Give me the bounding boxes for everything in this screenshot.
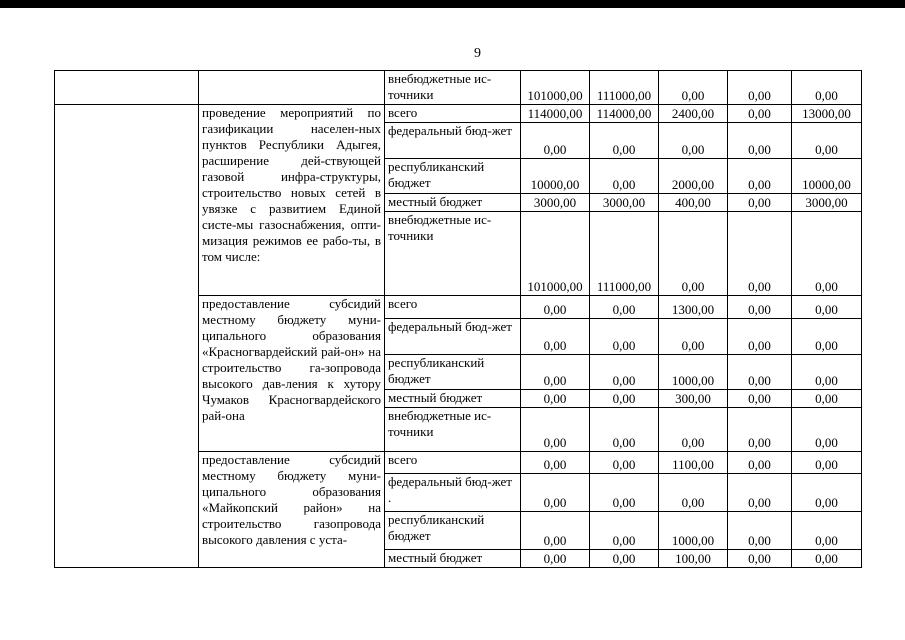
value-cell: 2400,00 [659,105,728,123]
value-cell: 0,00 [728,319,792,355]
value-cell: 0,00 [728,296,792,319]
funding-source-cell: внебюджетные ис-точники [385,408,521,452]
value-cell: 0,00 [521,123,590,159]
value-cell: 0,00 [521,474,590,512]
value-cell: 1300,00 [659,296,728,319]
value-cell: 0,00 [792,390,862,408]
funding-source-cell: всего [385,452,521,474]
page-number: 9 [474,46,481,61]
value-cell: 3000,00 [521,194,590,212]
value-cell: 114000,00 [590,105,659,123]
value-cell: 0,00 [728,71,792,105]
value-cell: 111000,00 [590,212,659,296]
measure-description: предоставление субсидий местному бюджету муни-ципального образования «Майкопский район» на строительство газопровода высокого давления с уста- [199,452,385,568]
value-cell: 0,00 [728,105,792,123]
value-cell: 100,00 [659,550,728,568]
value-cell: 0,00 [590,123,659,159]
value-cell: 0,00 [792,296,862,319]
measure-description: предоставление субсидий местному бюджету муни-ципального образования «Красногвардейский рай-он» на строительство га-зопровода высокого дав-ления к хутору Чумаков Красногвардейского рай-она [199,296,385,452]
value-cell: 0,00 [521,550,590,568]
value-cell: 0,00 [728,355,792,390]
value-cell: 1000,00 [659,355,728,390]
empty-cell [199,71,385,105]
value-cell: 101000,00 [521,71,590,105]
funding-source-cell: местный бюджет [385,550,521,568]
value-cell: 0,00 [659,71,728,105]
value-cell: 0,00 [728,550,792,568]
value-cell: 0,00 [728,123,792,159]
value-cell: 0,00 [792,474,862,512]
value-cell: 0,00 [590,355,659,390]
value-cell: 3000,00 [792,194,862,212]
value-cell: 0,00 [792,512,862,550]
funding-source-cell: местный бюджет [385,194,521,212]
value-cell: 0,00 [728,194,792,212]
value-cell: 0,00 [792,123,862,159]
value-cell: 0,00 [728,512,792,550]
value-cell: 0,00 [590,296,659,319]
funding-source-cell: федеральный бюд-жет . [385,474,521,512]
value-cell: 300,00 [659,390,728,408]
value-cell: 13000,00 [792,105,862,123]
value-cell: 0,00 [590,452,659,474]
value-cell: 0,00 [590,408,659,452]
funding-source-cell: республиканский бюджет [385,355,521,390]
empty-cell [55,105,199,568]
funding-source-cell: всего [385,105,521,123]
value-cell: 2000,00 [659,159,728,194]
value-cell: 0,00 [792,355,862,390]
value-cell: 0,00 [590,390,659,408]
value-cell: 400,00 [659,194,728,212]
value-cell: 0,00 [521,319,590,355]
table-row [55,105,862,123]
value-cell: 0,00 [659,123,728,159]
value-cell: 0,00 [728,408,792,452]
funding-source-cell: всего [385,296,521,319]
table-row [55,71,862,105]
value-cell: 1100,00 [659,452,728,474]
top-border-bar [0,0,905,8]
funding-source-cell: внебюджетные ис-точники [385,71,521,105]
value-cell: 0,00 [792,550,862,568]
value-cell: 10000,00 [792,159,862,194]
value-cell: 0,00 [590,550,659,568]
value-cell: 0,00 [521,512,590,550]
empty-cell [55,71,199,105]
value-cell: 0,00 [521,408,590,452]
value-cell: 0,00 [792,408,862,452]
value-cell: 3000,00 [590,194,659,212]
value-cell: 0,00 [590,512,659,550]
value-cell: 0,00 [728,212,792,296]
funding-source-cell: республиканский бюджет [385,512,521,550]
value-cell: 114000,00 [521,105,590,123]
value-cell: 0,00 [659,474,728,512]
funding-source-cell: федеральный бюд-жет [385,319,521,355]
budget-table [54,70,862,568]
value-cell: 0,00 [659,212,728,296]
value-cell: 0,00 [521,390,590,408]
funding-source-cell: федеральный бюд-жет [385,123,521,159]
value-cell: 0,00 [728,474,792,512]
value-cell: 0,00 [792,71,862,105]
value-cell: 0,00 [521,452,590,474]
value-cell: 111000,00 [590,71,659,105]
value-cell: 0,00 [792,452,862,474]
value-cell: 0,00 [590,159,659,194]
value-cell: 0,00 [521,355,590,390]
funding-source-cell: внебюджетные ис-точники [385,212,521,296]
value-cell: 0,00 [792,212,862,296]
value-cell: 0,00 [728,452,792,474]
value-cell: 10000,00 [521,159,590,194]
funding-source-cell: республиканский бюджет [385,159,521,194]
value-cell: 0,00 [728,390,792,408]
value-cell: 0,00 [521,296,590,319]
value-cell: 0,00 [659,408,728,452]
value-cell: 101000,00 [521,212,590,296]
value-cell: 0,00 [728,159,792,194]
value-cell: 0,00 [590,474,659,512]
value-cell: 1000,00 [659,512,728,550]
value-cell: 0,00 [792,319,862,355]
funding-source-cell: местный бюджет [385,390,521,408]
value-cell: 0,00 [659,319,728,355]
value-cell: 0,00 [590,319,659,355]
measure-description: проведение мероприятий по газификации населен-ных пунктов Республики Адыгея, расширение дей-ствующей газовой инфра-структуры, строительство новых сетей в увязке с развитием Единой систе-мы газоснабжения, опти-мизация режимов ее рабо-ты, в том числе: [199,105,385,296]
